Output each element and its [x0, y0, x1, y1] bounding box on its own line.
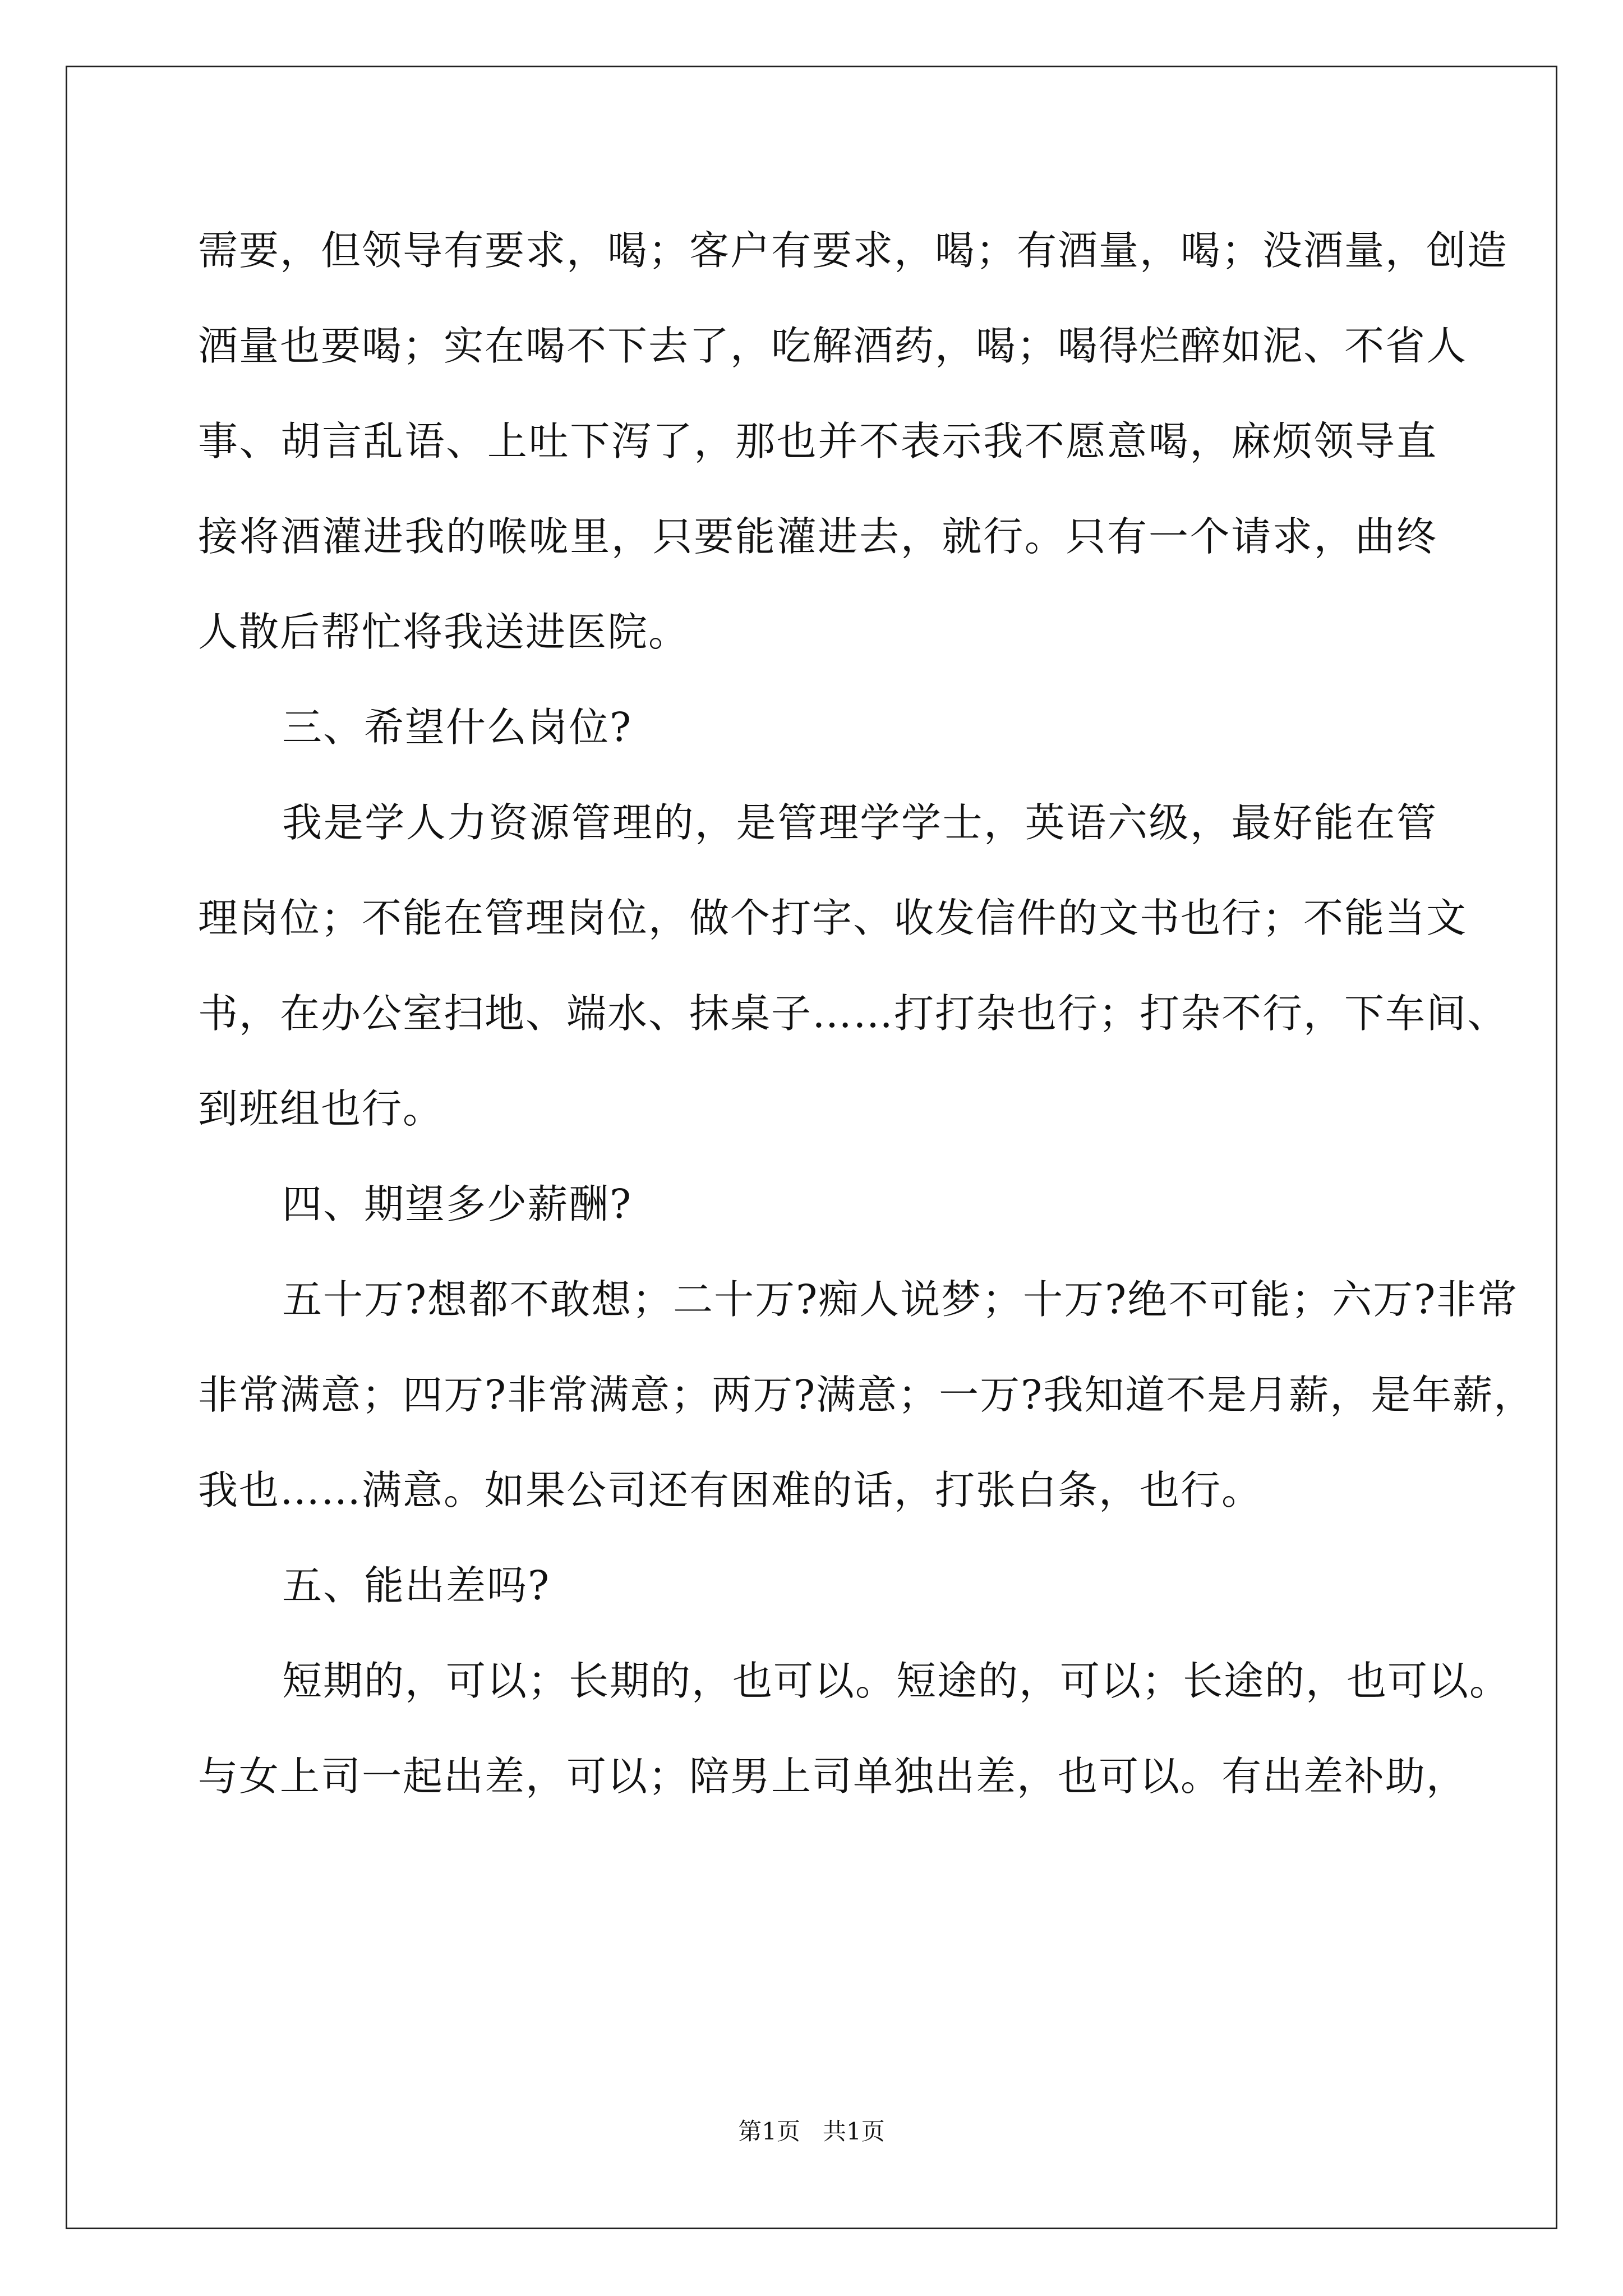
section-heading: 三、希望什么岗位?: [282, 704, 633, 751]
text-line: 与女上司一起出差，可以；陪男上司单独出差，也可以。有出差补助，: [198, 1753, 1468, 1800]
text-line: 需要，但领导有要求，喝；客户有要求，喝；有酒量，喝；没酒量，创造: [198, 227, 1509, 274]
text-line: 事、胡言乱语、上吐下泻了，那也并不表示我不愿意喝，麻烦领导直: [198, 418, 1437, 464]
text-line: 非常满意；四万?非常满意；两万?满意；一万?我知道不是月薪，是年薪，: [198, 1372, 1535, 1418]
text-line: 酒量也要喝；实在喝不下去了，吃解酒药，喝；喝得烂醉如泥、不省人: [198, 323, 1468, 369]
text-line: 短期的，可以；长期的，也可以。短途的，可以；长途的，也可以。: [282, 1658, 1511, 1704]
page-footer: [0, 2115, 1623, 2148]
text-line: 接将酒灌进我的喉咙里，只要能灌进去，就行。只有一个请求，曲终: [198, 513, 1437, 560]
page-number-label: 第1页 共1页: [738, 2118, 885, 2145]
text-line: 我也……满意。如果公司还有困难的话，打张白条，也行。: [198, 1467, 1263, 1513]
section-heading: 四、期望多少薪酬?: [282, 1181, 633, 1227]
text-line: 理岗位；不能在管理岗位，做个打字、收发信件的文书也行；不能当文: [198, 895, 1468, 941]
section-heading: 五、能出差吗?: [282, 1562, 551, 1609]
text-line: 我是学人力资源管理的，是管理学学士，英语六级，最好能在管: [282, 799, 1437, 846]
text-line: 人散后帮忙将我送进医院。: [198, 609, 690, 655]
text-line: 到班组也行。: [198, 1085, 444, 1132]
page-border: [66, 66, 1557, 2229]
text-line: 五十万?想都不敢想；二十万?痴人说梦；十万?绝不可能；六万?非常: [282, 1276, 1519, 1323]
text-line: 书，在办公室扫地、端水、抹桌子……打打杂也行；打杂不行，下车间、: [198, 990, 1509, 1037]
